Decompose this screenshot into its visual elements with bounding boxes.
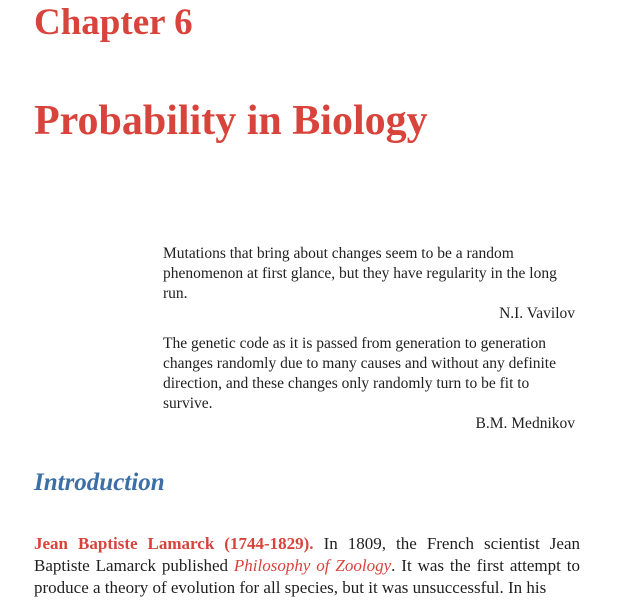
epigraph-author-1: N.I. Vavilov: [499, 305, 575, 322]
chapter-title: Probability in Biology: [34, 98, 428, 144]
book-title-link[interactable]: Philosophy of Zoology: [233, 556, 392, 575]
paragraph-text-2: . It was the first attempt to produce a theory of evolution for all species, but it was unsuccessful. In his: [34, 556, 580, 597]
chapter-label: Chapter 6: [34, 2, 193, 43]
lamarck-lead-name: Jean Baptiste Lamarck (1744-1829).: [34, 534, 314, 553]
intro-paragraph: [34, 533, 580, 599]
epigraph-text-2: The genetic code as it is passed from generation to generation changes randomly due to many causes and without any definite direction, and these changes only randomly turn to be fit to survive.: [163, 335, 556, 412]
epigraph-author-2: B.M. Mednikov: [475, 415, 575, 432]
epigraphs: [163, 244, 575, 444]
section-heading-introduction: Introduction: [34, 469, 165, 496]
epigraph-text-1: Mutations that bring about changes seem to be a random phenomenon at first glance, but they have regularity in the long run.: [163, 245, 557, 302]
paragraph-text-1: In 1809, the French scientist Jean Baptiste Lamarck published: [34, 534, 580, 575]
